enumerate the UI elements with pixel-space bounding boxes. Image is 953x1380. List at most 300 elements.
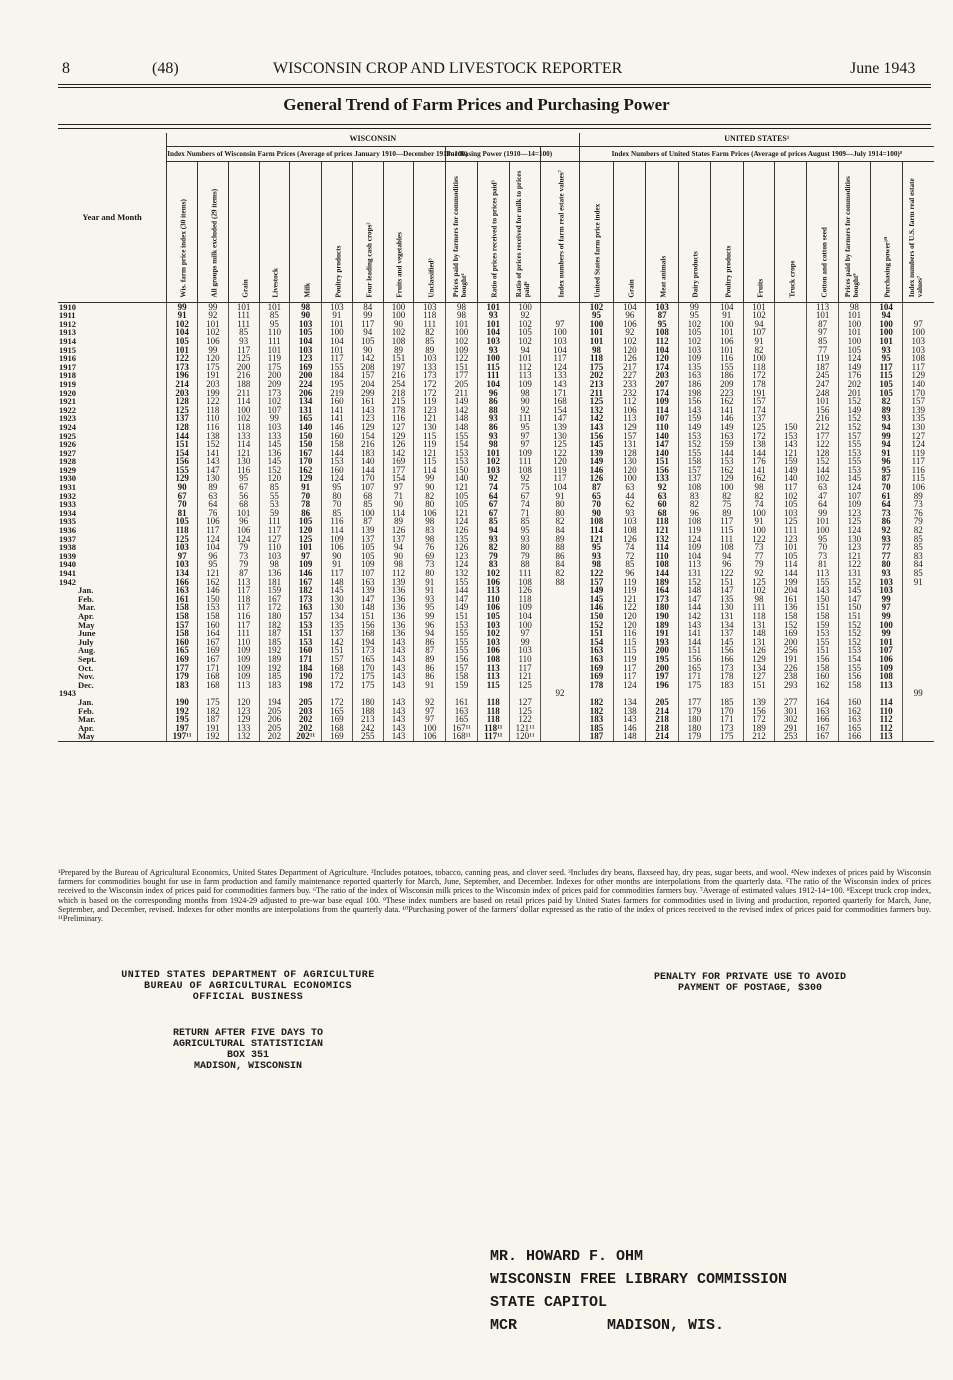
table-cell: 93: [870, 569, 902, 578]
table-cell: 149: [446, 397, 478, 406]
column-header: [167, 161, 198, 302]
table-cell: 105: [290, 328, 322, 337]
table-cell: 129: [710, 474, 743, 483]
table-cell: 202¹¹: [290, 732, 322, 741]
column-header: [646, 161, 679, 302]
table-cell: 93: [477, 432, 509, 441]
table-cell: 106: [902, 483, 934, 492]
table-cell: 102: [743, 586, 775, 595]
table-cell: 111: [228, 629, 259, 638]
table-cell: 302: [775, 715, 807, 724]
table-cell: 136: [383, 595, 414, 604]
table-cell: 111: [710, 535, 743, 544]
table-cell: 114: [646, 406, 679, 415]
table-cell: 116: [902, 466, 934, 475]
table-cell: 93: [477, 346, 509, 355]
table-cell: 202: [290, 715, 322, 724]
table-cell: 151: [579, 629, 614, 638]
table-cell: 106: [710, 337, 743, 346]
table-cell: [902, 595, 934, 604]
table-cell: 92: [509, 406, 541, 415]
table-cell: 153: [710, 457, 743, 466]
table-cell: 169: [197, 646, 228, 655]
column-header: [541, 161, 579, 302]
table-cell: 67: [477, 509, 509, 518]
table-cell: 93: [509, 535, 541, 544]
table-cell: 172: [322, 681, 353, 690]
table-cell: 100: [838, 320, 870, 329]
table-cell: 109: [870, 664, 902, 673]
table-cell: 102: [579, 302, 614, 311]
table-cell: 153: [838, 449, 870, 458]
table-cell: 113: [477, 664, 509, 673]
table-cell: 218: [646, 715, 679, 724]
table-cell: 100: [902, 328, 934, 337]
table-cell: 99: [679, 302, 711, 311]
row-label: Mar.: [78, 602, 96, 613]
table-cell: 106: [197, 517, 228, 526]
table-cell: 106: [870, 655, 902, 664]
table-cell: 129: [743, 655, 775, 664]
table-cell: 130: [838, 535, 870, 544]
table-cell: 103: [870, 578, 902, 587]
table-cell: 144: [775, 569, 807, 578]
table-cell: 118: [228, 595, 259, 604]
table-cell: 143: [679, 406, 711, 415]
table-cell: 158: [775, 612, 807, 621]
table-cell: 164: [646, 586, 679, 595]
table-cell: 121: [579, 535, 614, 544]
row-label: 1924: [59, 421, 76, 432]
table-cell: 139: [579, 449, 614, 458]
table-cell: 147: [679, 595, 711, 604]
penalty-line: PENALTY FOR PRIVATE USE TO AVOID: [653, 972, 847, 983]
table-cell: 206: [290, 389, 322, 398]
table-cell: 91: [870, 449, 902, 458]
table-cell: 105: [352, 552, 383, 561]
row-label: 1930: [59, 473, 76, 484]
table-cell: 215: [383, 397, 414, 406]
table-cell: 108: [870, 672, 902, 681]
table-cell: 187: [807, 363, 839, 372]
table-cell: [541, 302, 579, 311]
row-label: 1925: [59, 430, 76, 441]
table-cell: 136: [259, 569, 290, 578]
table-cell: 119: [679, 526, 711, 535]
table-cell: 137: [167, 414, 198, 423]
row-label: Feb.: [78, 593, 94, 604]
table-cell: 101: [197, 320, 228, 329]
table-cell: 68: [228, 500, 259, 509]
table-cell: 137: [322, 629, 353, 638]
table-cell: 160: [167, 638, 198, 647]
table-cell: 80: [541, 500, 579, 509]
table-cell: 213: [579, 380, 614, 389]
table-cell: 168: [322, 724, 353, 733]
table-cell: 113: [807, 302, 839, 311]
table-cell: 177: [383, 466, 414, 475]
table-cell: 172: [259, 603, 290, 612]
table-cell: 130: [541, 432, 579, 441]
table-cell: 126: [614, 535, 646, 544]
table-cell: 146: [614, 724, 646, 733]
title-rule: [58, 124, 931, 125]
table-cell: 100: [446, 328, 478, 337]
table-cell: 101: [838, 311, 870, 320]
price-table-container: [58, 133, 934, 742]
table-cell: 150: [197, 595, 228, 604]
table-cell: [775, 397, 807, 406]
table-cell: 93: [579, 552, 614, 561]
table-cell: 125: [167, 535, 198, 544]
table-cell: 136: [383, 629, 414, 638]
table-cell: 117: [197, 526, 228, 535]
table-cell: 85: [259, 483, 290, 492]
table-cell: 106: [477, 578, 509, 587]
table-cell: 83: [679, 492, 711, 501]
table-cell: 170: [290, 457, 322, 466]
table-cell: 153: [838, 466, 870, 475]
table-cell: 156: [807, 655, 839, 664]
table-cell: 143: [383, 672, 414, 681]
table-cell: 163: [579, 655, 614, 664]
table-cell: 189: [743, 724, 775, 733]
table-cell: 100: [579, 320, 614, 329]
table-cell: 145: [838, 474, 870, 483]
table-cell: 81: [167, 509, 198, 518]
table-cell: 205: [446, 380, 478, 389]
table-cell: [902, 646, 934, 655]
table-cell: 105: [167, 337, 198, 346]
table-cell: 68: [352, 492, 383, 501]
table-cell: 159: [259, 586, 290, 595]
table-cell: 87: [579, 483, 614, 492]
table-cell: 155: [446, 629, 478, 638]
table-cell: 102: [477, 569, 509, 578]
table-cell: 85: [228, 328, 259, 337]
table-cell: 152: [838, 397, 870, 406]
table-cell: [775, 371, 807, 380]
table-cell: 156: [838, 672, 870, 681]
table-cell: 82: [743, 346, 775, 355]
table-cell: 101: [807, 311, 839, 320]
table-cell: 146: [579, 466, 614, 475]
table-cell: 64: [477, 492, 509, 501]
table-cell: 120: [290, 526, 322, 535]
table-cell: 100: [743, 354, 775, 363]
agency-line: OFFICIAL BUSINESS: [192, 992, 304, 1003]
table-cell: 122: [614, 603, 646, 612]
table-cell: 100: [414, 724, 446, 733]
table-cell: 299: [352, 389, 383, 398]
table-cell: 95: [259, 320, 290, 329]
table-cell: 95: [228, 474, 259, 483]
row-label: Oct.: [78, 662, 94, 673]
table-cell: 98: [259, 560, 290, 569]
column-header: [902, 161, 934, 302]
table-cell: 108: [579, 517, 614, 526]
table-cell: 165: [446, 715, 478, 724]
table-cell: 120: [197, 354, 228, 363]
table-cell: 163: [352, 578, 383, 587]
table-cell: 158: [807, 664, 839, 673]
table-cell: 124: [838, 483, 870, 492]
table-cell: 175: [710, 732, 743, 741]
table-cell: 88: [509, 560, 541, 569]
table-cell: 104: [322, 337, 353, 346]
table-cell: 98: [446, 311, 478, 320]
table-cell: 102: [259, 397, 290, 406]
table-row: [58, 732, 934, 741]
table-cell: 176: [743, 457, 775, 466]
table-cell: 137: [710, 629, 743, 638]
row-label: 1935: [59, 516, 76, 527]
column-header-label: All groups milk excluded (29 items): [210, 188, 219, 298]
table-cell: 82: [679, 500, 711, 509]
table-cell: 89: [414, 346, 446, 355]
table-cell: 144: [646, 569, 679, 578]
table-cell: 130: [228, 457, 259, 466]
table-cell: 114: [646, 543, 679, 552]
table-cell: 179: [167, 672, 198, 681]
table-cell: 146: [290, 569, 322, 578]
table-cell: 144: [352, 466, 383, 475]
table-cell: 63: [197, 492, 228, 501]
table-cell: 120: [541, 457, 579, 466]
table-cell: 125: [509, 681, 541, 690]
table-cell: 157: [290, 612, 322, 621]
table-cell: 145: [259, 457, 290, 466]
table-cell: 118: [646, 517, 679, 526]
table-cell: 152: [838, 638, 870, 647]
table-cell: 202: [290, 724, 322, 733]
column-header: [477, 161, 509, 302]
header-rule: [58, 84, 931, 85]
table-cell: 85: [322, 509, 353, 518]
table-cell: 95: [807, 535, 839, 544]
table-cell: 106: [477, 646, 509, 655]
table-cell: 97: [902, 320, 934, 329]
table-cell: 146: [710, 414, 743, 423]
table-cell: 119: [259, 354, 290, 363]
table-cell: 98: [446, 302, 478, 311]
table-cell: 172: [743, 715, 775, 724]
table-cell: [902, 672, 934, 681]
table-cell: 160: [290, 646, 322, 655]
table-cell: 122: [807, 440, 839, 449]
table-cell: 104: [541, 483, 579, 492]
table-cell: 129: [614, 423, 646, 432]
table-cell: 118¹¹: [477, 724, 509, 733]
table-cell: 163: [446, 707, 478, 716]
table-cell: 82: [870, 397, 902, 406]
table-cell: 163: [710, 432, 743, 441]
table-cell: 73: [870, 509, 902, 518]
column-header: [775, 161, 807, 302]
table-cell: 101: [710, 346, 743, 355]
table-cell: 147: [446, 595, 478, 604]
table-cell: 144: [167, 432, 198, 441]
table-cell: 200: [646, 664, 679, 673]
table-cell: 184: [322, 371, 353, 380]
table-cell: 121: [509, 672, 541, 681]
table-cell: 134: [614, 698, 646, 707]
table-cell: 98: [743, 483, 775, 492]
table-cell: 148: [446, 423, 478, 432]
table-cell: 202: [838, 380, 870, 389]
table-cell: 224: [290, 380, 322, 389]
table-cell: 143: [775, 440, 807, 449]
table-cell: 119: [614, 655, 646, 664]
table-cell: 118: [477, 698, 509, 707]
table-cell: 114: [228, 397, 259, 406]
table-cell: 191: [646, 629, 679, 638]
column-header: [710, 161, 743, 302]
table-cell: 150: [579, 612, 614, 621]
table-cell: 109: [352, 560, 383, 569]
table-cell: 107: [352, 483, 383, 492]
table-cell: 117¹¹: [477, 732, 509, 741]
table-cell: 191: [197, 371, 228, 380]
table-cell: 88: [541, 543, 579, 552]
table-cell: 152: [679, 440, 711, 449]
table-cell: 75: [710, 500, 743, 509]
table-cell: 67: [477, 500, 509, 509]
table-cell: 140: [352, 457, 383, 466]
table-cell: 93: [870, 535, 902, 544]
table-cell: 97: [414, 707, 446, 716]
table-cell: 155: [807, 638, 839, 647]
table-cell: 142: [446, 406, 478, 415]
table-cell: 82: [710, 492, 743, 501]
table-cell: 72: [614, 552, 646, 561]
table-cell: 155: [446, 432, 478, 441]
table-cell: 59: [259, 509, 290, 518]
table-cell: 144: [446, 586, 478, 595]
table-cell: 101: [477, 320, 509, 329]
table-cell: 110: [870, 707, 902, 716]
column-header: [870, 161, 902, 302]
row-label: Jan.: [78, 696, 94, 707]
table-cell: 202: [579, 371, 614, 380]
table-cell: 191: [197, 724, 228, 733]
table-cell: 142: [579, 414, 614, 423]
table-cell: 89: [870, 406, 902, 415]
table-cell: 159: [679, 414, 711, 423]
table-cell: 161: [167, 595, 198, 604]
column-header-label: Index numbers of U.S. farm real estate values⁷: [908, 178, 924, 298]
table-cell: 152: [775, 621, 807, 630]
row-label: 1918: [59, 370, 76, 381]
table-cell: 121: [775, 449, 807, 458]
table-cell: 162: [290, 466, 322, 475]
table-cell: 106: [414, 509, 446, 518]
table-cell: [775, 363, 807, 372]
column-header: [579, 161, 614, 302]
table-cell: [902, 621, 934, 630]
table-cell: 175: [259, 363, 290, 372]
table-cell: 97: [870, 603, 902, 612]
table-cell: 104: [679, 552, 711, 561]
table-cell: 100: [383, 302, 414, 311]
table-cell: 110: [228, 638, 259, 647]
table-cell: 109: [322, 535, 353, 544]
table-cell: 101: [259, 302, 290, 311]
us-group-header: UNITED STATES¹: [579, 133, 934, 146]
table-cell: [541, 638, 579, 647]
table-cell: 155: [446, 638, 478, 647]
table-cell: 155: [167, 466, 198, 475]
table-cell: 126: [579, 474, 614, 483]
table-cell: 140: [902, 380, 934, 389]
table-cell: 169: [383, 457, 414, 466]
column-header: [743, 161, 775, 302]
table-cell: 103: [477, 337, 509, 346]
table-cell: 113: [477, 672, 509, 681]
table-cell: 165: [290, 414, 322, 423]
table-cell: 103: [477, 466, 509, 475]
table-cell: 145: [579, 440, 614, 449]
table-cell: 158: [322, 440, 353, 449]
table-cell: 101: [167, 346, 198, 355]
table-cell: 203: [197, 380, 228, 389]
column-header-label: Cotton and cotton seed: [819, 227, 828, 298]
table-cell: 190: [646, 612, 679, 621]
table-cell: [541, 715, 579, 724]
table-cell: 109: [228, 672, 259, 681]
table-cell: 173: [290, 595, 322, 604]
table-cell: [541, 655, 579, 664]
table-cell: 105: [446, 492, 478, 501]
table-cell: 152: [807, 457, 839, 466]
table-cell: 165: [167, 646, 198, 655]
table-cell: 98: [838, 302, 870, 311]
table-cell: 150: [446, 466, 478, 475]
table-cell: 143: [679, 621, 711, 630]
table-cell: 248: [807, 389, 839, 398]
table-cell: 103: [477, 638, 509, 647]
table-cell: 92: [870, 526, 902, 535]
table-cell: 133: [646, 474, 679, 483]
table-cell: 125: [290, 535, 322, 544]
table-cell: 123: [228, 707, 259, 716]
table-cell: 82: [414, 492, 446, 501]
column-header-label: Truck crops: [788, 260, 797, 298]
table-cell: 73: [228, 552, 259, 561]
table-cell: [902, 302, 934, 311]
table-cell: 81: [807, 560, 839, 569]
table-cell: 177: [167, 664, 198, 673]
table-cell: 129: [352, 423, 383, 432]
table-cell: 111: [743, 603, 775, 612]
table-cell: 114: [870, 698, 902, 707]
table-cell: 133: [259, 432, 290, 441]
table-cell: 95: [322, 483, 353, 492]
table-cell: 99: [259, 414, 290, 423]
table-cell: 137: [352, 535, 383, 544]
table-cell: 91: [902, 578, 934, 587]
table-cell: 212: [743, 732, 775, 741]
table-cell: 130: [197, 474, 228, 483]
table-cell: 218: [383, 389, 414, 398]
table-cell: 91: [541, 492, 579, 501]
table-cell: 181: [259, 578, 290, 587]
column-header: [290, 161, 322, 302]
table-cell: 242: [352, 724, 383, 733]
table-cell: 130: [710, 603, 743, 612]
table-cell: 101: [579, 328, 614, 337]
table-cell: 64: [870, 500, 902, 509]
